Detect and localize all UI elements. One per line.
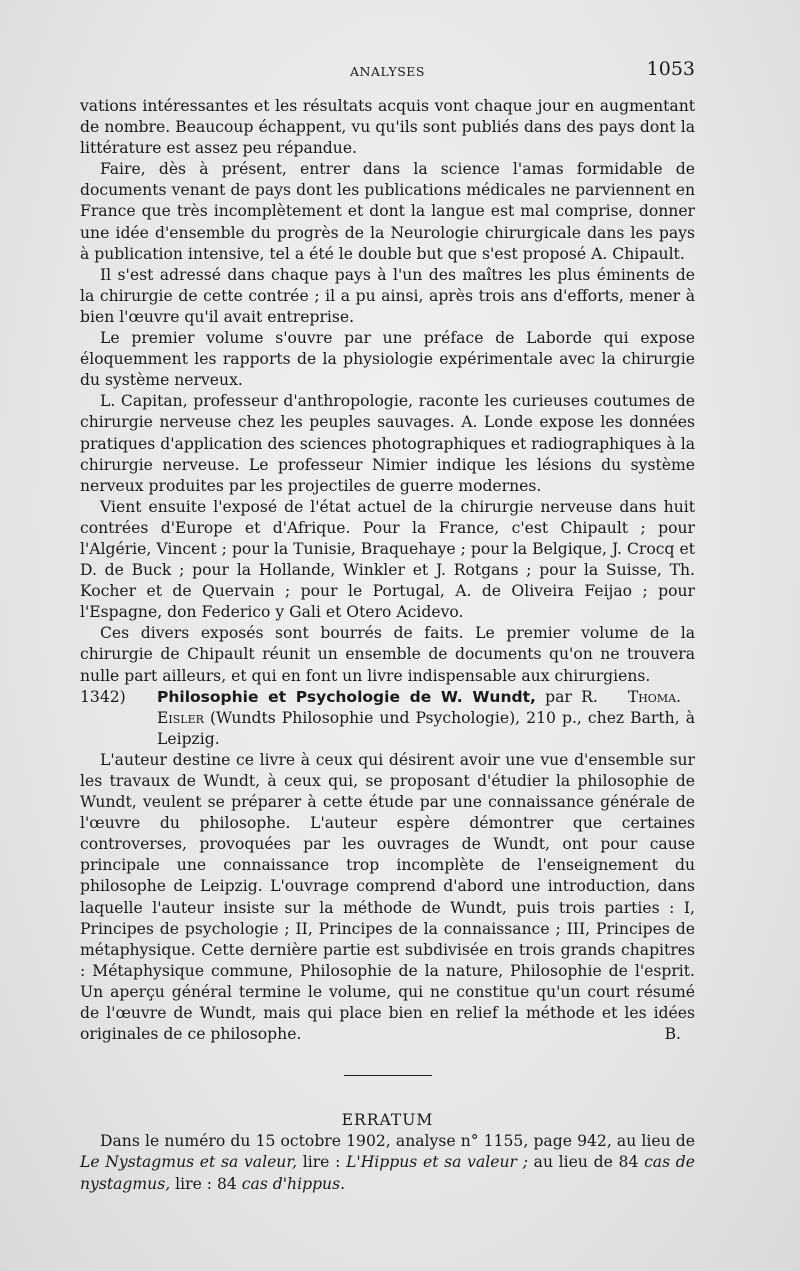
erratum-text [80, 1131, 695, 1194]
erratum-text-part: Dans le numéro du 15 octobre 1902, analyse n° 1155, page 942, au lieu de [100, 1132, 695, 1151]
paragraph-text: L'auteur destine ce livre à ceux qui désirent avoir une vue d'ensemble sur les travaux de Wundt, à ceux qui, se proposant d'étudier la philosophie de Wundt, veulent se préparer à cette étude par une connaissance générale de l'œuvre du philosophe. L'auteur espère démontrer que certaines controverses, provoquées par les ouvrages de Wundt, ont pour cause principale une connaissance trop incomplète de l'enseignement du philosophe de Leipzig. L'ouvrage comprend d'abord une introduction, dans laquelle l'auteur insiste sur la méthode de Wundt, puis trois parties : I, Principes de psychologie ; II, Principes de la connaissance ; III, Principes de métaphysique. Cette dernière partie est subdivisée en trois grands chapitres : Métaphysique commune, Philosophie de la nature, Philosophie de l'esprit. Un aperçu général termine le volume, qui ne constitue qu'un court résumé de l'œuvre de Wundt, mais qui place bien en relief la méthode et les idées originales de ce philosophe. [80, 750, 695, 1044]
entry-number: 1342) [80, 687, 126, 706]
erratum-italic: cas de nystagmus, [80, 1153, 695, 1193]
entry-details: (Wundts Philosophie und Psychologie), 210 p., chez Barth, à Leipzig. [157, 708, 695, 748]
paragraph: Faire, dès à présent, entrer dans la science l'amas formidable de documents venant de pays dont les publications médicales ne parviennent en France que très incomplètement et dont la langue est mal comprise, donner une idée d'ensemble du progrès de la Neurologie chirurgicale dans les pays à publication intensive, tel a été le double but que s'est proposé A. Chipault. [80, 160, 695, 263]
running-head [80, 58, 695, 82]
reviewer-signature: B. [664, 1025, 681, 1044]
erratum-text-part: . [340, 1174, 346, 1193]
paragraph-with-signature [80, 750, 695, 1045]
section-title: ANALYSES [350, 64, 425, 79]
paragraph: vations intéressantes et les résultats acquis vont chaque jour en augmentant de nombre. Beaucoup échappent, vu qu'ils sont publiés dans des pays dont la littérature est assez peu répandue. [80, 97, 695, 158]
page-number: 1053 [646, 58, 695, 80]
section-divider [344, 1075, 432, 1076]
erratum-italic: cas d'hippus [241, 1174, 341, 1193]
erratum-text-part: lire : 84 [170, 1174, 242, 1193]
paragraph: Le premier volume s'ouvre par une préface de Laborde qui expose éloquemment les rapports de la physiologie expérimentale avec la chirurgie du système nerveux. [80, 329, 695, 390]
erratum-title: ERRATUM [341, 1111, 434, 1130]
page-body [80, 96, 695, 1195]
entry-by: par R. [545, 687, 598, 706]
erratum-italic: L'Hippus et sa valeur ; [346, 1153, 528, 1172]
erratum-italic: Le Nystagmus et sa valeur, [80, 1153, 298, 1172]
erratum-text-part: au lieu de 84 [527, 1153, 645, 1172]
paragraph: Il s'est adressé dans chaque pays à l'un des maîtres les plus éminents de la chirurgie de cette contrée ; il a pu ainsi, après trois ans d'efforts, mener à bien l'œuvre qu'il avait entreprise. [80, 265, 695, 326]
entry-author: Eisler [157, 708, 204, 727]
entry-heading [80, 687, 695, 750]
erratum-text-part: lire : [297, 1153, 347, 1172]
entry-title: Philosophie et Psychologie de W. Wundt, [157, 687, 536, 706]
reviewer-signature: Thoma. [627, 687, 681, 706]
paragraph: L. Capitan, professeur d'anthropologie, raconte les curieuses coutumes de chirurgie nerveuse chez les peuples sauvages. A. Londe expose les données pratiques d'application des sciences photographiques et radiographiques à la chirurgie nerveuse. Le professeur Nimier indique les lésions du système nerveux produites par les projectiles de guerre modernes. [80, 392, 695, 495]
paragraph: Vient ensuite l'exposé de l'état actuel de la chirurgie nerveuse dans huit contrées d'Europe et d'Afrique. Pour la France, c'est Chipault ; pour l'Algérie, Vincent ; pour la Tunisie, Braquehaye ; pour la Belgique, J. Crocq et D. de Buck ; pour la Hollande, Winkler et J. Rotgans ; pour la Suisse, Th. Kocher et de Quervain ; pour le Portugal, A. de Oliveira Feijao ; pour l'Espagne, don Federico y Gali et Otero Acidevo. [80, 497, 695, 622]
paragraph-text: Ces divers exposés sont bourrés de faits. Le premier volume de la chirurgie de Chipault réunit un ensemble de documents qu'on ne trouvera nulle part ailleurs, et qui en font un livre indispensable aux chirurgiens. [80, 624, 695, 685]
